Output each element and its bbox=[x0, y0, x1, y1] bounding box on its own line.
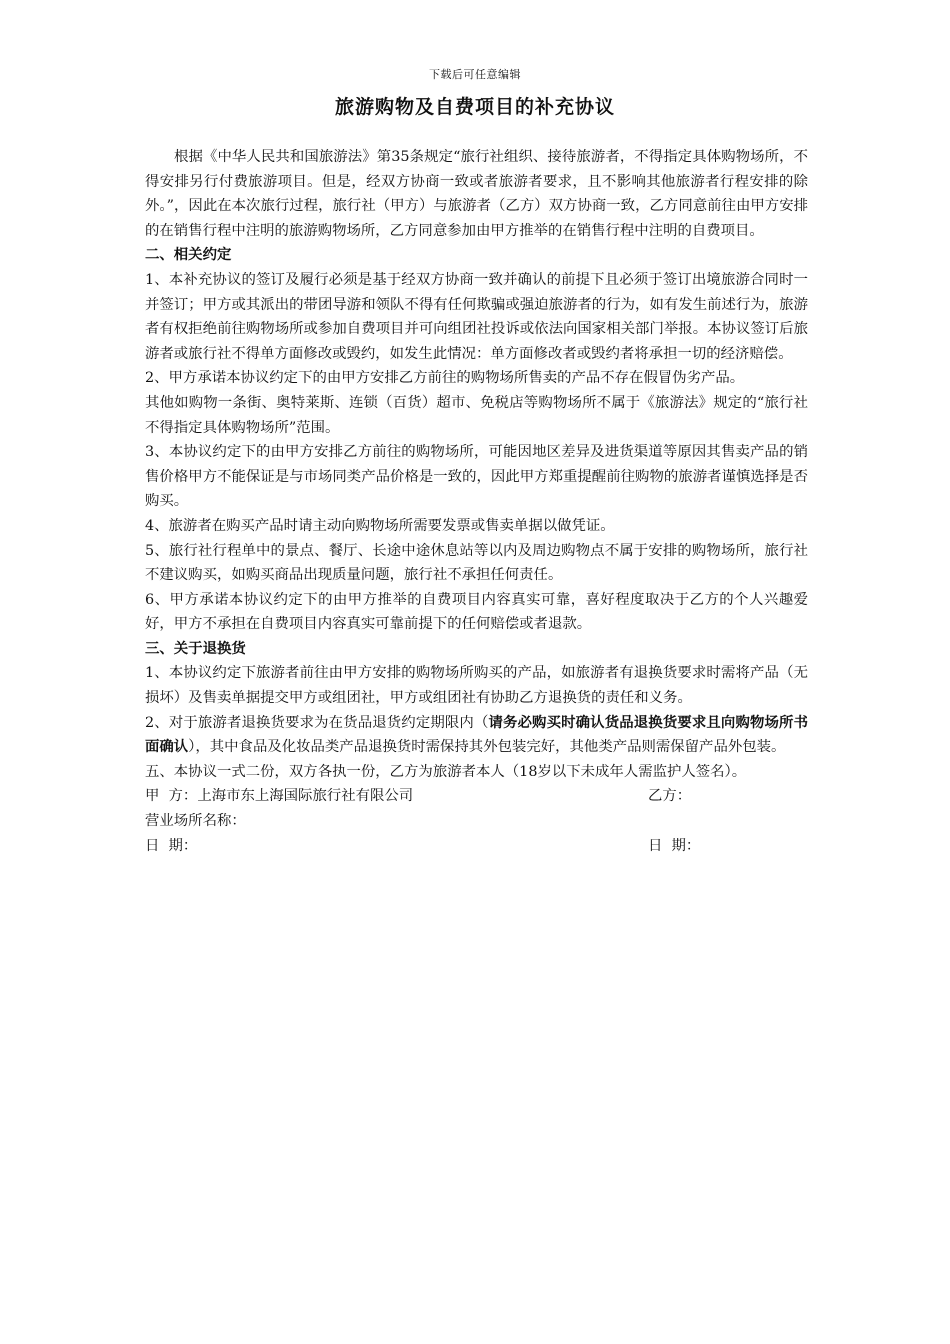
clause-3-2-emphasis: 请务必购买时确认货品退换货要求且向购物场所书面确认 bbox=[145, 713, 808, 756]
signature-row-business bbox=[145, 809, 808, 834]
clause-2-2-note: 其他如购物一条街、奥特莱斯、连锁（百货）超市、免税店等购物场所不属于《旅游法》规定的“旅行社不得指定具体购物场所”范围。 bbox=[145, 394, 808, 436]
party-a-label: 甲 方：上海市东上海国际旅行社有限公司 bbox=[145, 788, 414, 805]
document-title: 旅游购物及自费项目的补充协议 bbox=[334, 96, 615, 118]
signature-row-parties bbox=[145, 784, 808, 809]
party-b-label: 乙方： bbox=[648, 788, 692, 805]
header-note: 下载后可任意编辑 bbox=[429, 68, 521, 81]
clause-3-2-post: ），其中食品及化妆品类产品退换货时需保持其外包装完好，其他类产品则需保留产品外包装。 bbox=[188, 739, 786, 756]
clause-2-3: 3、本协议约定下的由甲方安排乙方前往的购物场所，可能因地区差异及进货渠道等原因其售卖产品的销售价格甲方不能保证是与市场同类产品价格是一致的，因此甲方郑重提醒前往购物的旅游者谨慎选择是否购买。 bbox=[145, 444, 808, 510]
clause-5: 五、本协议一式二份，双方各执一份，乙方为旅游者本人（18岁以下未成年人需监护人签名）。 bbox=[145, 763, 747, 780]
clause-3-1: 1、本协议约定下旅游者前往由甲方安排的购物场所购买的产品，如旅游者有退换货要求时需将产品（无损坏）及售卖单据提交甲方或组团社，甲方或组团社有协助乙方退换货的责任和义务。 bbox=[145, 665, 808, 707]
clause-2-5: 5、旅行社行程单中的景点、餐厅、长途中途休息站等以内及周边购物点不属于安排的购物场所，旅行社不建议购买，如购买商品出现质量问题，旅行社不承担任何责任。 bbox=[145, 542, 808, 584]
clause-3-2 bbox=[145, 711, 808, 760]
section-heading-related-terms: 二、相关约定 bbox=[145, 246, 232, 264]
clause-2-4: 4、旅游者在购买产品时请主动向购物场所需要发票或售卖单据以做凭证。 bbox=[145, 517, 615, 534]
document-body bbox=[145, 145, 808, 858]
clause-2-2: 2、甲方承诺本协议约定下的由甲方安排乙方前往的购物场所售卖的产品不存在假冒伪劣产品。 bbox=[145, 370, 745, 387]
intro-paragraph: 根据《中华人民共和国旅游法》第35条规定“旅行社组织、接待旅游者，不得指定具体购物场所，不得安排另行付费旅游项目。但是，经双方协商一致或者旅游者要求，且不影响其他旅游者行程安排的除外。”，因此在本次旅行过程，旅行社（甲方）与旅游者（乙方）双方协商一致，乙方同意前往由甲方安排的在销售行程中注明的旅游购物场所，乙方同意参加由甲方推举的在销售行程中注明的自费项目。 bbox=[145, 149, 808, 239]
business-place-label: 营业场所名称： bbox=[145, 813, 246, 830]
section-heading-returns: 三、关于退换货 bbox=[145, 639, 246, 657]
clause-2-6: 6、甲方承诺本协议约定下的由甲方推举的自费项目内容真实可靠，喜好程度取决于乙方的个人兴趣爱好，甲方不承担在自费项目内容真实可靠前提下的任何赔偿或者退款。 bbox=[145, 591, 808, 633]
date-b-label: 日 期： bbox=[648, 837, 701, 854]
clause-2-1: 1、本补充协议的签订及履行必须是基于经双方协商一致并确认的前提下且必须于签订出境旅游合同时一并签订；甲方或其派出的带团导游和领队不得有任何欺骗或强迫旅游者的行为，如有发生前述行为，旅游者有权拒绝前往购物场所或参加自费项目并可向组团社投诉或依法向国家相关部门举报。本协议签订后旅游者或旅行社不得单方面修改或毁约，如发生此情况：单方面修改者或毁约者将承担一切的经济赔偿。 bbox=[145, 271, 808, 362]
date-a-label: 日 期： bbox=[145, 837, 198, 854]
clause-3-2-pre: 2、对于旅游者退换货要求为在货品退货约定期限内（ bbox=[145, 714, 489, 731]
signature-row-dates bbox=[145, 834, 808, 859]
